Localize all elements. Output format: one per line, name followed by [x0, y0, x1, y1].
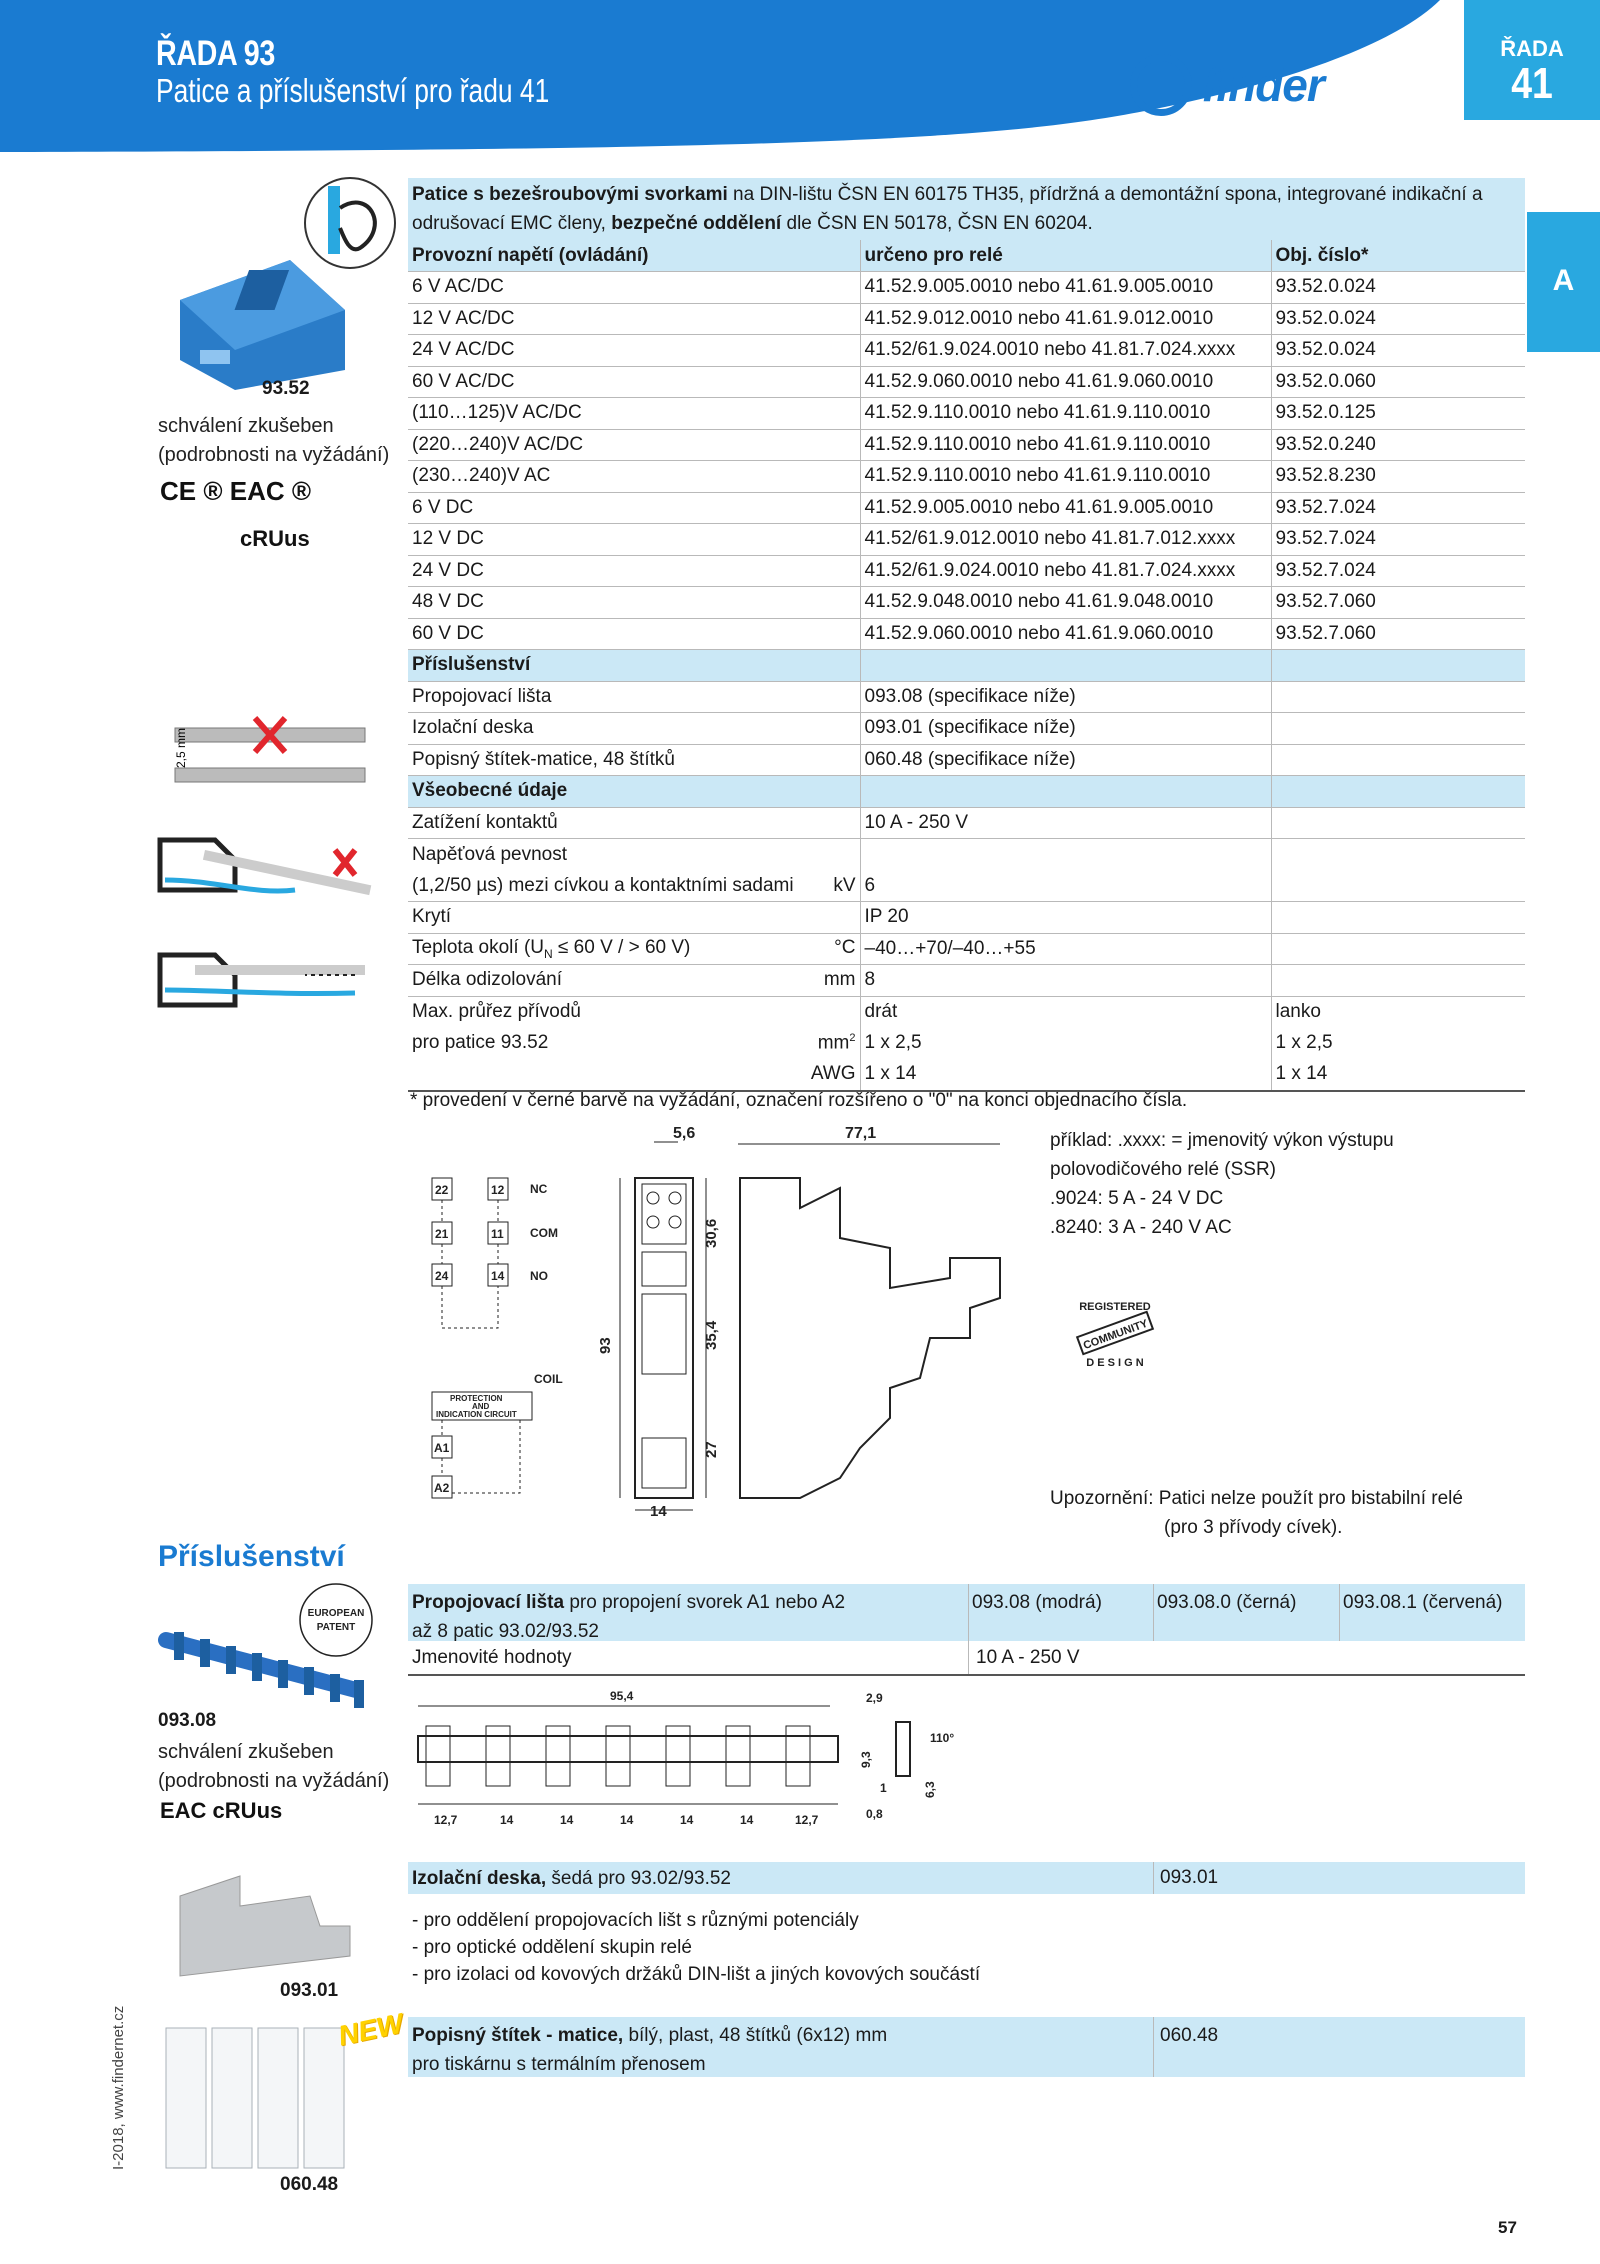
- wire-removal-illustration: [155, 820, 375, 920]
- series-title: ŘADA 93: [156, 34, 275, 73]
- socket-approval-line2: (podrobnosti na vyžádání): [158, 444, 390, 466]
- table-row: Délka odizolování mm 8: [408, 965, 1525, 997]
- intro-bold-2: bezpečné oddělení: [611, 213, 782, 234]
- svg-text:D E S I G N: D E S I G N: [1086, 1357, 1144, 1369]
- svg-text:77,1: 77,1: [845, 1125, 877, 1142]
- svg-text:14: 14: [740, 1813, 754, 1827]
- svg-text:PROTECTION: PROTECTION: [450, 1394, 503, 1403]
- svg-text:A2: A2: [434, 1481, 450, 1495]
- intro-text-2: dle ČSN EN 50178, ČSN EN 60204.: [781, 213, 1093, 234]
- table-row: 6 V DC 41.52.9.005.0010 nebo 41.61.9.005.0010 93.52.7.024: [408, 492, 1525, 524]
- table-row: Izolační deska 093.01 (specifikace níže): [408, 713, 1525, 745]
- bistable-warning: Upozornění: Patici nelze použít pro bistabilní relé (pro 3 přívody cívek).: [1050, 1488, 1463, 1538]
- svg-text:NC: NC: [530, 1182, 548, 1196]
- table-row: (220…240)V AC/DC 41.52.9.110.0010 nebo 41.61.9.110.0010 93.52.0.240: [408, 429, 1525, 461]
- svg-text:27: 27: [703, 1441, 720, 1458]
- marker-tag-matrix-image: [160, 2024, 360, 2174]
- table-row: (230…240)V AC 41.52.9.110.0010 nebo 41.61.9.110.0010 93.52.8.230: [408, 461, 1525, 493]
- jumper-rating-label: Jmenovité hodnoty: [412, 1647, 572, 1668]
- plate-title-box: Izolační deska, šedá pro 93.02/93.52: [408, 1862, 1525, 1894]
- page-credit: I-2018, www.findernet.cz: [110, 2005, 127, 2170]
- svg-text:1: 1: [880, 1781, 887, 1795]
- jumper-approval-line1: schválení zkušeben: [158, 1741, 334, 1763]
- socket-dimension-drawing: [420, 1118, 1050, 1538]
- general-head-row: Všeobecné údaje: [408, 776, 1525, 808]
- svg-text:PATENT: PATENT: [316, 1622, 356, 1633]
- ssr-example-note: příklad: .xxxx: = jmenovitý výkon výstupu polovodičového relé (SSR) .9024: 5 A - 24 V DC .8240: 3 A - 240 V AC: [1050, 1130, 1394, 1238]
- socket-cert-row2: cRUus: [240, 526, 310, 551]
- tag-code: 060.48: [280, 2174, 339, 2195]
- col-head-relay: určeno pro relé: [860, 240, 1271, 272]
- table-row: Propojovací lišta 093.08 (specifikace níže): [408, 681, 1525, 713]
- table-row: 12 V DC 41.52/61.9.012.0010 nebo 41.81.7.012.xxxx 93.52.7.024: [408, 524, 1525, 556]
- socket-approval-line1: schválení zkušeben: [158, 415, 334, 437]
- svg-text:COM: COM: [530, 1226, 558, 1240]
- table-row: 48 V DC 41.52.9.048.0010 nebo 41.61.9.048.0010 93.52.7.060: [408, 587, 1525, 619]
- tag-order-code: 060.48: [1160, 2025, 1219, 2046]
- intro-text-1: na DIN-lištu ČSN EN 60175 TH35, přídržná a demontážní spona, integrované indikační a odrušovací EMC členy,: [412, 184, 1483, 234]
- series-tab-label: ŘADA: [1500, 36, 1564, 61]
- svg-text:12,7: 12,7: [434, 1813, 458, 1827]
- jumper-option-red: 093.08.1 (červená): [1339, 1584, 1525, 1641]
- svg-text:14: 14: [680, 1813, 694, 1827]
- finder-logo-text: finder: [1202, 59, 1324, 111]
- socket-cert-row1: CE ® EAC ®: [160, 476, 311, 506]
- jumper-cert: EAC cRUus: [160, 1798, 283, 1823]
- svg-text:AND: AND: [472, 1402, 490, 1411]
- table-row: Krytí IP 20: [408, 902, 1525, 934]
- table-row: 24 V DC 41.52/61.9.024.0010 nebo 41.81.7.024.xxxx 93.52.7.024: [408, 555, 1525, 587]
- socket-spec-table: [408, 240, 1525, 1092]
- table-row: pro patice 93.52 $mm^2$ 1 x 2,5 1 x 2,5: [408, 1028, 1525, 1060]
- registered-community-design-icon: [1060, 1278, 1170, 1388]
- page-number: 57: [1498, 2218, 1517, 2237]
- table-head-row: [408, 240, 1525, 272]
- jumper-option-black: 093.08.0 (černá): [1153, 1584, 1339, 1641]
- svg-text:NO: NO: [530, 1269, 548, 1283]
- svg-text:11: 11: [491, 1227, 504, 1241]
- svg-text:EUROPEAN: EUROPEAN: [307, 1608, 365, 1619]
- svg-text:24: 24: [435, 1269, 449, 1283]
- svg-text:2,5 mm: 2,5 mm: [174, 727, 188, 768]
- plate-bullets: - pro oddělení propojovacích lišt s různými potenciály - pro optické oddělení skupin relé - pro izolaci od kovových držáků DIN-lišt a jiných kovových součástí: [412, 1910, 981, 1985]
- socket-9352-image: [160, 240, 360, 390]
- table-row: Popisný štítek-matice, 48 štítků 060.48 (specifikace níže): [408, 744, 1525, 776]
- jumper-option-blue: 093.08 (modrá): [968, 1584, 1153, 1641]
- series-subtitle: Patice a příslušenství pro řadu 41: [156, 72, 550, 109]
- accessories-section-title: Příslušenství: [158, 1540, 345, 1573]
- series-tab-number: 41: [1511, 59, 1553, 108]
- svg-text:12,7: 12,7: [795, 1813, 819, 1827]
- svg-text:6,3: 6,3: [923, 1781, 937, 1798]
- table-row: 6 V AC/DC 41.52.9.005.0010 nebo 41.61.9.005.0010 93.52.0.024: [408, 272, 1525, 304]
- table-row: AWG 1 x 14 1 x 14: [408, 1059, 1525, 1091]
- table-row: 24 V AC/DC 41.52/61.9.024.0010 nebo 41.81.7.024.xxxx 93.52.0.024: [408, 335, 1525, 367]
- jumper-bar-image: [156, 1580, 386, 1720]
- svg-text:95,4: 95,4: [610, 1689, 634, 1703]
- finder-logo: [1130, 50, 1324, 120]
- table-row: 60 V AC/DC 41.52.9.060.0010 nebo 41.61.9.060.0010 93.52.0.060: [408, 366, 1525, 398]
- svg-text:35,4: 35,4: [703, 1320, 720, 1350]
- svg-text:12: 12: [491, 1183, 505, 1197]
- svg-text:COMMUNITY: COMMUNITY: [1081, 1317, 1150, 1353]
- svg-text:30,6: 30,6: [703, 1218, 720, 1248]
- plate-order-code: 093.01: [1160, 1867, 1219, 1888]
- svg-text:110°: 110°: [930, 1731, 955, 1745]
- tag-title-box: Popisný štítek - matice, bílý, plast, 48 štítků (6x12) mm pro tiskárnu s termálním přenosem: [408, 2017, 1525, 2077]
- intro-bold-1: Patice s bezešroubovými svorkami: [412, 184, 728, 205]
- table-row: Napěťová pevnost: [408, 839, 1525, 871]
- wire-insertion-illustration: [155, 935, 375, 1035]
- new-badge: NEW: [335, 2007, 406, 2052]
- svg-text:14: 14: [560, 1813, 574, 1827]
- section-tab-a: A: [1527, 212, 1600, 352]
- jumper-title-box: Propojovací lišta pro propojení svorek A1 nebo A2 až 8 patic 93.02/93.52: [408, 1584, 968, 1641]
- socket-description: [408, 178, 1525, 240]
- table-row: Teplota okolí ($U_N \le 60$ V / > 60 V) °C –40…+70/–40…+55: [408, 933, 1525, 965]
- screwdriver-size-illustration: [155, 708, 375, 808]
- accessories-head-row: Příslušenství: [408, 650, 1525, 682]
- insulation-plate-image: [160, 1866, 360, 1986]
- svg-text:INDICATION CIRCUIT: INDICATION CIRCUIT: [436, 1410, 517, 1419]
- table-row: (1,2/50 µs) mezi cívkou a kontaktními sadami kV 6: [408, 870, 1525, 902]
- table-row: (110…125)V AC/DC 41.52.9.110.0010 nebo 41.61.9.110.0010 93.52.0.125: [408, 398, 1525, 430]
- svg-text:14: 14: [650, 1503, 667, 1520]
- table-row: Zatížení kontaktů 10 A - 250 V: [408, 807, 1525, 839]
- plate-code: 093.01: [280, 1980, 339, 2001]
- svg-text:0,8: 0,8: [866, 1807, 883, 1821]
- svg-text:93: 93: [597, 1337, 614, 1354]
- table-row: 12 V AC/DC 41.52.9.012.0010 nebo 41.61.9.012.0010 93.52.0.024: [408, 303, 1525, 335]
- table-row: Max. průřez přívodů drát lanko: [408, 996, 1525, 1028]
- jumper-dimension-drawing: [410, 1686, 970, 1836]
- page-header: [0, 0, 1600, 160]
- svg-text:9,3: 9,3: [859, 1751, 873, 1768]
- svg-text:REGISTERED: REGISTERED: [1079, 1301, 1151, 1313]
- svg-text:2,9: 2,9: [866, 1691, 883, 1705]
- col-head-voltage: Provozní napětí (ovládání): [408, 240, 860, 272]
- jumper-rating-value: 10 A - 250 V: [976, 1647, 1080, 1668]
- black-version-footnote: * provedení v černé barvě na vyžádání, označení rozšířeno o "0" na konci objednacího čísla.: [410, 1090, 1188, 1111]
- series-tab: [1464, 0, 1600, 120]
- jumper-code: 093.08: [158, 1710, 217, 1731]
- svg-text:5,6: 5,6: [673, 1125, 696, 1142]
- col-head-order: Obj. číslo*: [1271, 240, 1525, 272]
- svg-text:22: 22: [435, 1183, 449, 1197]
- svg-text:14: 14: [491, 1269, 505, 1283]
- svg-text:COIL: COIL: [534, 1372, 563, 1386]
- table-row: 60 V DC 41.52.9.060.0010 nebo 41.61.9.060.0010 93.52.7.060: [408, 618, 1525, 650]
- finder-logo-icon: [1130, 54, 1192, 116]
- svg-text:14: 14: [620, 1813, 634, 1827]
- svg-text:21: 21: [435, 1227, 449, 1241]
- svg-text:14: 14: [500, 1813, 514, 1827]
- svg-text:A1: A1: [434, 1441, 450, 1455]
- socket-code: 93.52: [262, 378, 310, 399]
- jumper-approval-line2: (podrobnosti na vyžádání): [158, 1770, 390, 1792]
